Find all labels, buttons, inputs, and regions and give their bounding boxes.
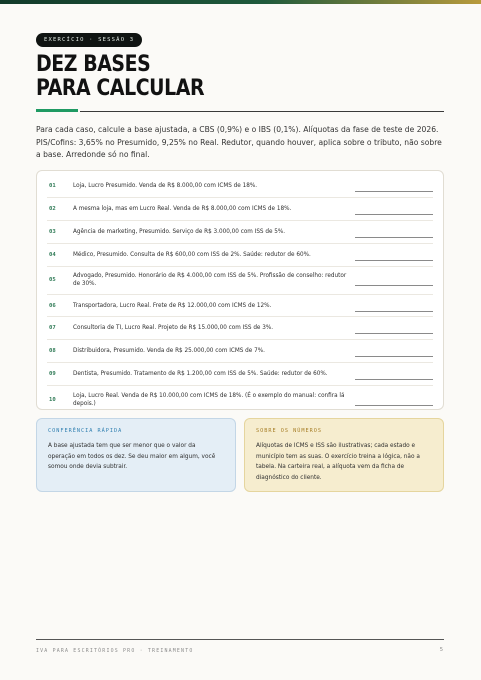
exercise-row xyxy=(47,363,433,386)
exercise-number: 07 xyxy=(49,325,56,332)
answer-line[interactable] xyxy=(355,278,433,286)
exercise-number: 06 xyxy=(49,302,56,309)
exercise-number: 10 xyxy=(49,397,56,404)
exercise-text: Agência de marketing, Presumido. Serviço de R$ 3.000,00 com ISS de 5%. xyxy=(73,228,286,235)
exercise-row xyxy=(47,295,433,318)
exercise-text: A mesma loja, mas em Lucro Real. Venda de R$ 8.000,00 com ICMS de 18%. xyxy=(73,205,292,212)
exercise-number: 04 xyxy=(49,251,56,258)
answer-line[interactable] xyxy=(355,398,433,406)
exercise-text: Médico, Presumido. Consulta de R$ 600,00 com ISS de 2%. Saúde: redutor de 60%. xyxy=(73,251,311,258)
session-pill: EXERCÍCIO · SESSÃO 3 xyxy=(36,33,142,47)
intro-paragraph: Para cada caso, calcule a base ajustada, a CBS (0,9%) e o IBS (0,1%). Alíquotas da fase de teste de 2026. PIS/Cofins: 3,65% no Presumido, 9,25% no Real. Redutor, quando houver, aplica sobre o tributo, não sobre a base. Arredonde só no final. xyxy=(36,125,442,160)
exercise-text: Dentista, Presumido. Tratamento de R$ 1.200,00 com ISS de 5%. Saúde: redutor de 60%. xyxy=(73,371,328,378)
answer-line[interactable] xyxy=(355,326,433,334)
exercise-list xyxy=(36,170,444,410)
quick-check-title: CONFERÊNCIA RÁPIDA xyxy=(48,428,123,434)
footer-label: IVA PARA ESCRITÓRIOS PRO · TREINAMENTO xyxy=(36,648,194,654)
footer-rule xyxy=(36,639,444,640)
exercise-row xyxy=(47,244,433,267)
about-numbers-title: SOBRE OS NÚMEROS xyxy=(256,428,322,434)
answer-line[interactable] xyxy=(355,230,433,238)
answer-line[interactable] xyxy=(355,349,433,357)
title-rule xyxy=(80,111,444,112)
exercise-number: 09 xyxy=(49,371,56,378)
exercise-row xyxy=(47,267,433,295)
answer-line[interactable] xyxy=(355,372,433,380)
exercise-number: 08 xyxy=(49,348,56,355)
exercise-text: Distribuidora, Presumido. Venda de R$ 25.000,00 com ICMS de 7%. xyxy=(73,348,265,355)
exercise-number: 01 xyxy=(49,182,56,189)
quick-check-box xyxy=(36,418,236,492)
exercise-row xyxy=(47,386,433,414)
about-numbers-text: Alíquotas de ICMS e ISS são ilustrativas; cada estado e município tem as suas. O exercício treina a lógica, não a tabela. Na carteira real, a alíquota vem da ficha de diagnóstico do cliente. xyxy=(256,443,420,481)
exercise-row xyxy=(47,340,433,363)
answer-line[interactable] xyxy=(355,184,433,192)
exercise-number: 05 xyxy=(49,277,56,284)
page-number: 5 xyxy=(439,647,443,653)
exercise-text: Transportadora, Lucro Real. Frete de R$ 12.000,00 com ICMS de 12%. xyxy=(73,302,272,309)
top-gradient-stripe xyxy=(0,0,481,4)
exercise-row xyxy=(47,221,433,244)
exercise-row xyxy=(47,198,433,221)
exercise-text: Loja, Lucro Real. Venda de R$ 10.000,00 com ICMS de 18%. (É o exemplo do manual: confira lá depois.) xyxy=(73,393,345,408)
exercise-row xyxy=(47,175,433,198)
page-title-line-1: DEZ BASES xyxy=(36,52,151,77)
exercise-row xyxy=(47,317,433,340)
answer-line[interactable] xyxy=(355,253,433,261)
answer-line[interactable] xyxy=(355,207,433,215)
exercise-text: Advogado, Presumido. Honorário de R$ 4.000,00 com ISS de 5%. Profissão de conselho: redutor de 30%. xyxy=(73,273,347,288)
page-title-line-2: PARA CALCULAR xyxy=(36,76,205,101)
about-numbers-box xyxy=(244,418,444,492)
exercise-number: 03 xyxy=(49,228,56,235)
exercise-text: Consultoria de TI, Lucro Real. Projeto de R$ 15.000,00 com ISS de 3%. xyxy=(73,325,274,332)
quick-check-text: A base ajustada tem que ser menor que o valor da operação em todos os dez. Se deu maior em algum, você somou onde devia subtrair. xyxy=(48,443,216,470)
title-accent-bar xyxy=(36,109,78,112)
exercise-text: Loja, Lucro Presumido. Venda de R$ 8.000,00 com ICMS de 18%. xyxy=(73,182,258,189)
exercise-number: 02 xyxy=(49,205,56,212)
answer-line[interactable] xyxy=(355,304,433,312)
page-title xyxy=(36,53,294,101)
